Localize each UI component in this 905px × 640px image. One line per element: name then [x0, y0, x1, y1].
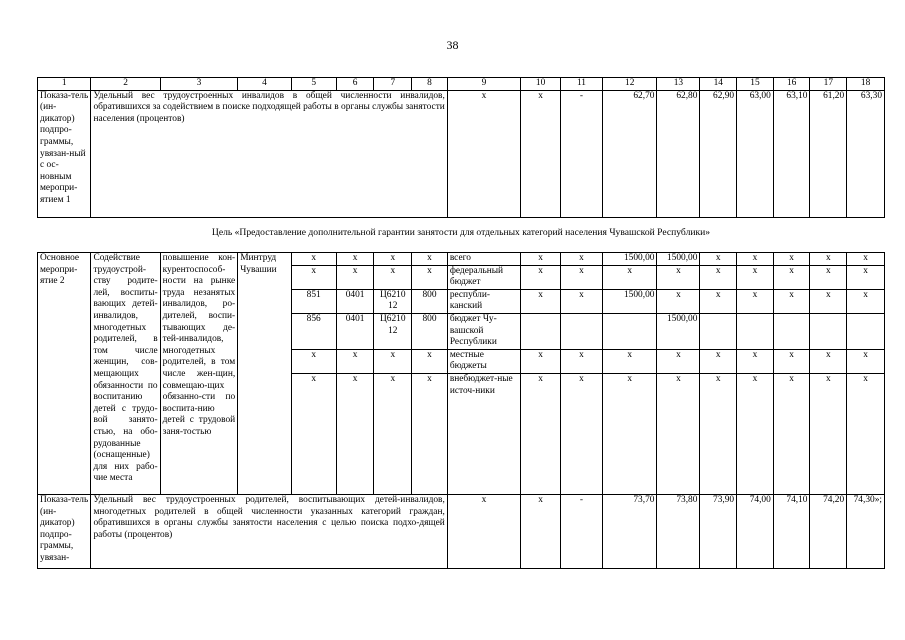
header-cell: 12: [602, 78, 657, 91]
cell: х: [336, 373, 374, 494]
cell: х: [737, 265, 774, 289]
cell: 800: [412, 313, 448, 349]
cell: х: [657, 349, 700, 373]
cell: [810, 313, 847, 349]
cell: х: [737, 289, 774, 313]
cell: х: [773, 349, 810, 373]
value-cell: 74,10: [773, 494, 810, 568]
cell: х: [773, 289, 810, 313]
cell: 856: [291, 313, 336, 349]
cell: [847, 313, 885, 349]
cell: х: [412, 373, 448, 494]
goal-heading: Цель «Предоставление дополнительной гарантии занятости для отдельных категорий населения Чувашской Республики»: [211, 227, 711, 238]
cell: 0401: [336, 289, 374, 313]
cell: х: [412, 253, 448, 266]
value-cell: 62,80: [657, 90, 700, 217]
cell: х: [602, 373, 657, 494]
header-cell: 1: [38, 78, 91, 91]
cell: х: [561, 373, 603, 494]
indicator-row-1: [38, 90, 885, 217]
cell: х: [700, 289, 737, 313]
funding-source: федеральный бюджет: [447, 265, 520, 289]
header-cell: 16: [773, 78, 810, 91]
cell: х: [374, 373, 412, 494]
header-cell: 14: [700, 78, 737, 91]
cell: х: [374, 349, 412, 373]
activity-goal: повышение кон-курентоспособ-ности на рынке труда незанятых инвалидов, ро-дителей, воспи-тывающих де-тей-инвалидов, многодетных родителей, в том числе жен-щин, совмещаю-щих обязанно-сти по воспита-нию детей с трудовой заня-тостью: [160, 253, 238, 495]
value-cell: 74,00: [737, 494, 774, 568]
page-number: 38: [446, 38, 459, 52]
value-cell: 63,00: [737, 90, 774, 217]
cell: х: [291, 253, 336, 266]
cell: х: [700, 373, 737, 494]
value-cell: 73,80: [657, 494, 700, 568]
cell: х: [521, 253, 561, 266]
cell: х: [336, 253, 374, 266]
header-cell: 6: [336, 78, 374, 91]
value-cell: 63,30: [847, 90, 885, 217]
header-cell: 2: [91, 78, 160, 91]
indicator-table-1: [37, 77, 885, 218]
cell: х: [447, 494, 520, 568]
cell: х: [561, 349, 603, 373]
cell: [737, 313, 774, 349]
activity-description: Содействие трудоустрой-ству родите-лей, воспиты-вающих детей-инвалидов, многодетных родителей, в том числе женщин, сов-мещающих обязанности по воспитанию детей с трудо-вой занято-стью, на обо-рудованные (оснащенные) для них рабо-чие места: [91, 253, 160, 495]
header-cell: 13: [657, 78, 700, 91]
cell: х: [810, 289, 847, 313]
value-cell: 74,20: [810, 494, 847, 568]
cell: х: [561, 289, 603, 313]
header-cell: 7: [374, 78, 412, 91]
indicator-row-2: [38, 494, 885, 568]
indicator-label: Показа-тель (ин-дикатор) подпро-граммы, увязан-: [38, 494, 91, 568]
cell: х: [602, 349, 657, 373]
table-row: [38, 253, 885, 266]
funding-source: республи-канский: [447, 289, 520, 313]
header-cell: 9: [447, 78, 520, 91]
cell: -: [561, 494, 603, 568]
cell: 0401: [336, 313, 374, 349]
indicator-label: Показа-тель (ин-дикатор) подпро-граммы, увязан-ный с ос-новным меропри-ятием 1: [38, 90, 91, 217]
cell: [602, 313, 657, 349]
cell: х: [657, 373, 700, 494]
header-cell: 3: [160, 78, 238, 91]
cell: [773, 313, 810, 349]
header-cell: 5: [291, 78, 336, 91]
cell: х: [847, 373, 885, 494]
cell: х: [561, 253, 603, 266]
indicator-text: Удельный вес трудоустроенных родителей, воспитывающих детей-инвалидов, многодетных родителей в общей численности указанных категорий граждан, обратившихся в органы службы занятости населения с целью поиска подхо-дящей работы (процентов): [91, 494, 447, 568]
header-row: [38, 78, 885, 91]
cell: х: [810, 253, 847, 266]
cell: х: [521, 349, 561, 373]
cell: х: [737, 373, 774, 494]
cell: х: [561, 265, 603, 289]
value-cell: 73,90: [700, 494, 737, 568]
cell: х: [810, 265, 847, 289]
cell: х: [291, 373, 336, 494]
cell: х: [810, 373, 847, 494]
cell: х: [773, 373, 810, 494]
cell: х: [657, 289, 700, 313]
cell: х: [773, 253, 810, 266]
activity-label: Основное меропри-ятие 2: [38, 253, 91, 495]
cell: х: [336, 265, 374, 289]
cell: х: [847, 265, 885, 289]
indicator-text: Удельный вес трудоустроенных инвалидов в общей численности инвалидов, обратившихся за содействием в поиске подходящей работы в органы службы занятости населения (процентов): [91, 90, 447, 217]
cell: 1500,00: [657, 253, 700, 266]
cell: 800: [412, 289, 448, 313]
value-cell: 74,30»;: [847, 494, 885, 568]
cell: х: [810, 349, 847, 373]
cell: х: [521, 289, 561, 313]
cell: х: [291, 349, 336, 373]
cell: 1500,00: [657, 313, 700, 349]
cell: -: [561, 90, 603, 217]
cell: х: [773, 265, 810, 289]
value-cell: 62,90: [700, 90, 737, 217]
value-cell: 63,10: [773, 90, 810, 217]
cell: х: [700, 265, 737, 289]
cell: х: [847, 253, 885, 266]
cell: 851: [291, 289, 336, 313]
cell: [700, 313, 737, 349]
cell: [521, 313, 561, 349]
funding-source: бюджет Чу-вашской Республики: [447, 313, 520, 349]
cell: х: [521, 265, 561, 289]
cell: х: [291, 265, 336, 289]
indicator-table-2: [37, 252, 885, 569]
cell: 1500,00: [602, 253, 657, 266]
cell: х: [374, 265, 412, 289]
cell: х: [412, 349, 448, 373]
value-cell: 73,70: [602, 494, 657, 568]
responsible-executor: Минтруд Чувашии: [238, 253, 291, 495]
cell: х: [521, 494, 561, 568]
header-cell: 18: [847, 78, 885, 91]
value-cell: 62,70: [602, 90, 657, 217]
header-cell: 10: [521, 78, 561, 91]
funding-source: местные бюджеты: [447, 349, 520, 373]
cell: х: [700, 349, 737, 373]
cell: Ц6210 12: [374, 313, 412, 349]
header-cell: 17: [810, 78, 847, 91]
cell: х: [374, 253, 412, 266]
cell: х: [657, 265, 700, 289]
cell: х: [847, 349, 885, 373]
cell: х: [412, 265, 448, 289]
cell: [561, 313, 603, 349]
cell: х: [700, 253, 737, 266]
header-cell: 8: [412, 78, 448, 91]
header-cell: 11: [561, 78, 603, 91]
cell: х: [521, 373, 561, 494]
header-cell: 15: [737, 78, 774, 91]
cell: х: [521, 90, 561, 217]
cell: 1500,00: [602, 289, 657, 313]
funding-source: всего: [447, 253, 520, 266]
funding-source: внебюджет-ные источ-ники: [447, 373, 520, 494]
cell: х: [336, 349, 374, 373]
cell: х: [847, 289, 885, 313]
header-cell: 4: [238, 78, 291, 91]
cell: Ц6210 12: [374, 289, 412, 313]
cell: х: [602, 265, 657, 289]
value-cell: 61,20: [810, 90, 847, 217]
cell: х: [737, 349, 774, 373]
cell: х: [737, 253, 774, 266]
cell: х: [447, 90, 520, 217]
